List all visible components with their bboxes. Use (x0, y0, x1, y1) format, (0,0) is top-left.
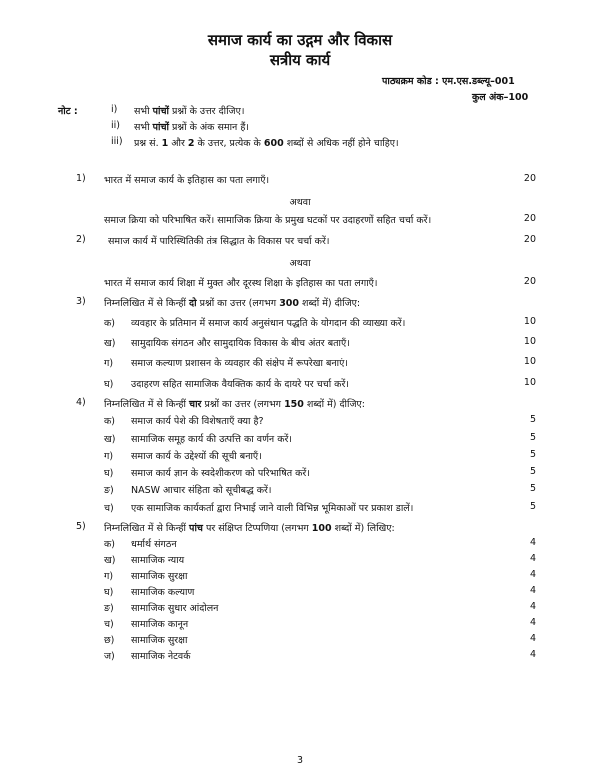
q5-item-text: सामाजिक सुरक्षा (131, 571, 188, 582)
q4-item-marks: 5 (529, 466, 536, 477)
q5-item-text: सामाजिक सुधार आंदोलन (131, 603, 219, 614)
total-marks: कुल अंक–100 (472, 92, 529, 103)
q4-item-marks: 5 (529, 432, 536, 443)
q4-item-text: समाज कार्य ज्ञान के स्वदेशीकरण को परिभाषित करें। (131, 468, 310, 479)
q5-item-marks: 4 (529, 649, 536, 660)
q3-item-text: उदाहरण सहित सामाजिक वैयक्तिक कार्य के दायरे पर चर्चा करें। (131, 379, 349, 390)
page-title: समाज कार्य का उद्गम और विकास (207, 31, 393, 49)
page-number: 3 (296, 755, 304, 766)
note-item-3-num: iii) (111, 136, 123, 147)
q4-item-marks: 5 (529, 483, 536, 494)
q1-text: भारत में समाज कार्य के इतिहास का पता लगाएँ। (104, 175, 270, 186)
q3-item-marks: 10 (523, 316, 536, 327)
note-item-2-num: ii) (111, 120, 120, 131)
q5-item-label: घ) (104, 587, 114, 598)
q4-item-text: समाज कार्य के उद्देश्यों की सूची बनाएँ। (131, 451, 262, 462)
q4-item-label: च) (104, 503, 114, 514)
q3-item-label: ख) (104, 338, 116, 349)
q2-number: 2) (76, 234, 86, 245)
q5-item-text: सामाजिक कानून (131, 619, 189, 630)
q4-item-label: ग) (104, 451, 114, 462)
note-item-3: प्रश्न सं. 1 और 2 के उत्तर, प्रत्येक के 600 शब्दों से अधिक नहीं होने चाहिए। (134, 138, 399, 149)
q4-item-label: क) (104, 416, 116, 427)
q4-item-marks: 5 (529, 449, 536, 460)
note-item-1-num: i) (111, 104, 118, 115)
q5-item-marks: 4 (529, 617, 536, 628)
q2-alt-text: भारत में समाज कार्य शिक्षा में मुक्त और दूरस्थ शिक्षा के इतिहास का पता लगाएँ। (104, 278, 378, 289)
course-code: पाठ्यक्रम कोड : एम.एस.डब्ल्यू–001 (382, 76, 515, 87)
q4-instruction: निम्नलिखित में से किन्हीं चार प्रश्नों का उत्तर (लगभग 150 शब्दों में) दीजिए: (104, 399, 365, 410)
q3-item-marks: 10 (523, 356, 536, 367)
q5-item-text: सामाजिक नेटवर्क (131, 651, 191, 662)
q2-marks: 20 (523, 234, 536, 245)
q5-item-text: सामाजिक न्याय (131, 555, 185, 566)
q2-or: अथवा (289, 258, 311, 269)
q3-item-text: व्यवहार के प्रतिमान में समाज कार्य अनुसंधान पद्धति के योगदान की व्याख्या करें। (131, 318, 406, 329)
q5-item-text: सामाजिक कल्याण (131, 587, 195, 598)
q3-item-label: घ) (104, 379, 114, 390)
page-subtitle: सत्रीय कार्य (269, 51, 331, 69)
q5-item-label: ग) (104, 571, 114, 582)
q4-item-marks: 5 (529, 501, 536, 512)
q5-item-label: छ) (104, 635, 115, 646)
q4-item-text: एक सामाजिक कार्यकर्ता द्वारा निभाई जाने वाली विभिन्न भूमिकाओं पर प्रकाश डालें। (131, 503, 414, 514)
q4-item-label: ङ) (104, 485, 114, 496)
q5-item-label: ज) (104, 651, 115, 662)
q3-item-marks: 10 (523, 377, 536, 388)
q5-number: 5) (76, 521, 86, 532)
q4-item-text: समाज कार्य पेशे की विशेषताएँ क्या है? (131, 416, 264, 427)
q3-number: 3) (76, 296, 86, 307)
q4-number: 4) (76, 397, 86, 408)
q3-item-text: सामुदायिक संगठन और सामुदायिक विकास के बीच अंतर बताएँ। (131, 338, 350, 349)
q5-item-text: धर्मार्थ संगठन (131, 539, 177, 550)
q1-alt-text: समाज क्रिया को परिभाषित करें। सामाजिक क्रिया के प्रमुख घटकों पर उदाहरणों सहित चर्चा करें। (104, 215, 432, 226)
q5-item-label: च) (104, 619, 114, 630)
q3-item-marks: 10 (523, 336, 536, 347)
q3-item-label: ग) (104, 358, 114, 369)
q5-item-label: क) (104, 539, 116, 550)
q5-item-text: सामाजिक सुरक्षा (131, 635, 188, 646)
note-item-1: सभी पांचों प्रश्नों के उत्तर दीजिए। (134, 106, 245, 117)
q5-item-label: ख) (104, 555, 116, 566)
q1-alt-marks: 20 (523, 213, 536, 224)
q2-alt-marks: 20 (523, 276, 536, 287)
q4-item-text: NASW आचार संहिता को सूचीबद्ध करें। (131, 485, 272, 496)
q5-instruction: निम्नलिखित में से किन्हीं पांच पर संक्षिप्त टिप्पणिया (लगभग 100 शब्दों में) लिखिए: (104, 523, 395, 534)
q3-instruction: निम्नलिखित में से किन्हीं दो प्रश्नों का उत्तर (लगभग 300 शब्दों में) दीजिए: (104, 298, 361, 309)
q5-item-marks: 4 (529, 569, 536, 580)
q3-item-text: समाज कल्याण प्रशासन के व्यवहार की संक्षेप में रूपरेखा बनाएं। (131, 358, 348, 369)
note-item-2: सभी पांचों प्रश्नों के अंक समान हैं। (134, 122, 249, 133)
q5-item-marks: 4 (529, 553, 536, 564)
q5-item-marks: 4 (529, 601, 536, 612)
q2-text: समाज कार्य में पारिस्थितिकी तंत्र सिद्धात के विकास पर चर्चा करें। (108, 236, 330, 247)
q1-number: 1) (76, 173, 86, 184)
q5-item-marks: 4 (529, 537, 536, 548)
q3-item-label: क) (104, 318, 116, 329)
q4-item-text: सामाजिक समूह कार्य की उत्पत्ति का वर्णन करें। (131, 434, 293, 445)
q5-item-marks: 4 (529, 633, 536, 644)
q5-item-label: ङ) (104, 603, 114, 614)
q4-item-marks: 5 (529, 414, 536, 425)
q4-item-label: ख) (104, 434, 116, 445)
q4-item-label: घ) (104, 468, 114, 479)
q1-or: अथवा (289, 197, 311, 208)
q1-marks: 20 (523, 173, 536, 184)
q5-item-marks: 4 (529, 585, 536, 596)
note-label: नोट : (58, 106, 78, 117)
